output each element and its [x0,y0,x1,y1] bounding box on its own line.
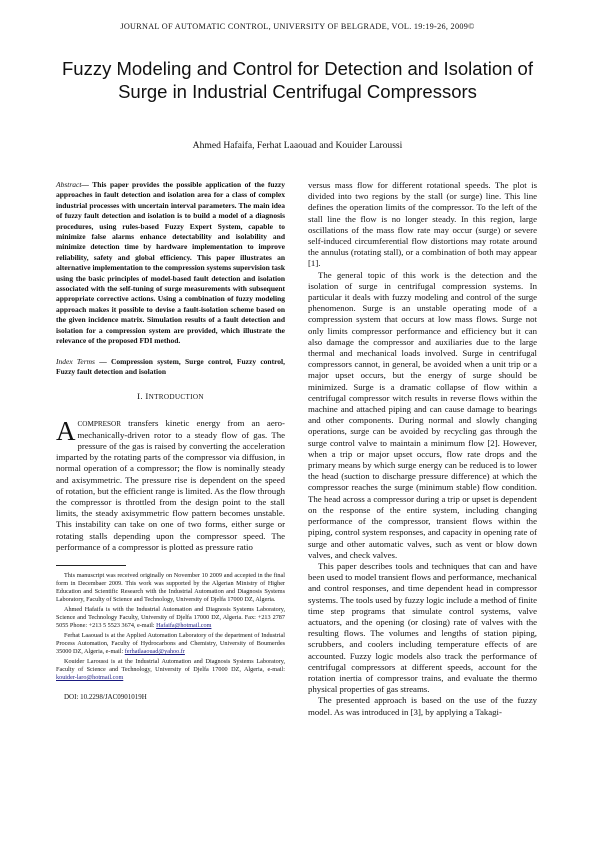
index-terms-text: Compression system, Surge control, Fuzzy control, Fuzzy fault detection and isolation [56,356,285,376]
drop-cap: A [56,415,76,446]
section-heading-introduction [56,391,285,403]
right-paragraph-3: This paper describes tools and techniques that can and have been used to model transient flows and performance, mechanical and control responses, and time dependent head in compressor systems. The tools used by fuzzy logic include a method of finite time step programs that simulate control systems, valve actuators, and the opening (or closing) rate of valves with the resulting flows. The volumes and lengths of station piping, scrubbers, and coolers including temperature effects of are accounted. Fuzzy logic models also track the performance of centrifugal compressors at different speeds, account for the rotation inertia of compressor trains, and evaluate the thermo physical properties of gas streams. [308,560,537,695]
index-terms-separator: — [94,356,111,366]
doi: DOI: 10.2298/JAC0901019H [64,692,147,701]
paper-title: Fuzzy Modeling and Control for Detection and Isolation of Surge in Industrial Centrifugal Compressors [62,58,533,102]
index-terms-lead: Index Terms [56,356,95,366]
right-paragraph-2: The general topic of this work is the detection and the isolation of surge in centrifugal compression systems. In particular it deals with fuzzy modeling and control of the surge phenomenon. Surge is an unstable operating mode of a compression system that occurs at low mass flows. Surge not only limits compressor performance and efficiency but it can also damage the compressor and auxiliaries due to the large thermal and mechanical loads involved. Surge in centrifugal compressors cannot, in general, be avoided when a unit trip or a major upset occurs, but the energy of surge should be minimized. Surge is a dramatic collapse of flow within a centrifugal compressor witch results in reverse flows within the machine and attached piping and can cause damage to bearings and other components. During normal and slowly changing operations, surge can be avoided by recycling gas through the surge control valve to maintain a minimum flow [2]. However, when a trip or major upset occurs, flow rate drops and the primary means by which surge energy can be reduced is to lower the head (suction to discharge pressure difference) at which the compressor reaches the surge (minimum stable) flow condition. The head across a compressor during a trip or upset is dependent on the response of the entire system, including changing performance of the compressor, transient flows within the piping, control system responses, and capacity in opening rate of surge and other automatic valves, such as vent or blow down valves, and check valves. [308,269,537,560]
abstract [56,180,285,347]
abstract-lead: Abstract [56,180,82,189]
section-number: I. [137,391,146,402]
footnote-received: This manuscript was received originally on November 10 2009 and accepted in the final form in Decembaer 2009. This work was supported by the Algerian Ministry of Higher Education and Scientific Research with the Industrial Automation and Diagnosis Systems Laboratory, Faculty of Science and Technology, University of Djelfa 17000 DZ, Algeria. [56,571,285,603]
footnote-laaouad [56,632,285,656]
footnote-hafaifa [56,606,285,630]
right-paragraph-1: versus mass flow for different rotational speeds. The plot is divided into two regions by the stall (or surge) line. This line defines the operation limits of the compressor. To the left of the stall line the flow is no longer steady. In this region, large oscillations of the mass flow rate may occur (surge) or severe self-induced circumferential flow distortions may rotate around the annulus (rotating stall), or a combination of both may appear [1]. [308,180,537,269]
intro-text: transfers kinetic energy from an aero-mechanically-driven rotor to a steady flow of gas. The pressure of the gas is raised by converting the acceleration imparted by the rotating parts of the compressor via diffusion, in normal operation of a compressor; the flow is nominally steady and axisymmetric. The pressure rise is dependent on the speed of rotation, but the efficient range is limited. As the flow through the compressor is throttled from the design point to the stall limits, the steady axisymmetric flow pattern becomes unstable. This instability can take on one of two forms, either surge or rotating stalls depending upon the compressor speed. The performance of a compressor is plotted as pressure ratio [56,417,285,552]
left-column [56,180,285,703]
section-title-initial: I [145,391,149,402]
abstract-text: This paper provides the possible application of the fuzzy approaches in fault detection and isolation area for a class of complex industrial processes with uncertain interval parameters. The main idea of fuzzy fault detection and isolation is to build a model of a diagnosis procedures, using rules-based Fuzzy Expert System, capable to minimize false alarms enhance detectability and isolability and minimize detection time by hardware implementation to improve reliability, safety and global efficiency. This paper illustrates an alternative implementation to the compression systems supervision task using the basic principles of model-based fault detection and isolation associated with the self-tuning of surge measurements with subsequent appropriate corrective actions. Using a combination of fuzzy modeling approach makes it possible to devise a fault-isolation scheme based on the given incidence matrix. Simulation results of a fault detection and isolation for a compression system are provided, which illustrate the relevance of the proposed FDI method. [56,180,285,346]
footnote-rule [56,565,126,566]
footnote-hafaifa-text: Ahmed Hafaifa is with the Industrial Automation and Diagnosis Systems Laboratory, Science and Technology Faculty, University of Djelfa 17000 DZ, Algeria. Fax: +213 2787 5055 Phone: +213 5 5523 3674, e-mail: [56,605,285,629]
intro-paragraph [56,415,285,553]
right-paragraph-4: The presented approach is based on the use of the fuzzy model. As was introduced in [3], by applying a Takagi- [308,695,537,717]
index-terms [56,357,285,378]
authors: Ahmed Hafaifa, Ferhat Laaouad and Kouider Laroussi [192,140,403,151]
journal-header: JOURNAL OF AUTOMATIC CONTROL, UNIVERSITY OF BELGRADE, VOL. 19:19-26, 2009© [120,22,475,31]
email-link-hafaifa[interactable]: Hafaifa@hotmail.com [156,621,212,629]
intro-smallcaps: COMPRESOR [77,419,122,428]
footnote-laroussi [56,658,285,682]
footnote-laaouad-text: Ferhat Laaouad is at the Applied Automation Laboratory of the department of Industrial Process Automation, Faculty of Hydrocarbons and Chemistry, University of Boumerdes 35000 DZ, Algeria, e-mail: [56,631,285,655]
footnote-laroussi-text: Kouider Laroussi is at the Industrial Automation and Diagnosis Systems Laboratory, Faculty of Science and Technology, University of Djelfa 17000 DZ, Algeria, e-mail: [56,657,285,673]
abstract-separator: — [81,180,93,189]
section-title-rest: NTRODUCTION [148,393,204,402]
email-link-laaouad[interactable]: ferhatlaaouad@yahoo.fr [124,647,185,655]
right-column [308,180,537,718]
email-link-laroussi[interactable]: kouider-laro@hotmail.com [56,673,124,681]
